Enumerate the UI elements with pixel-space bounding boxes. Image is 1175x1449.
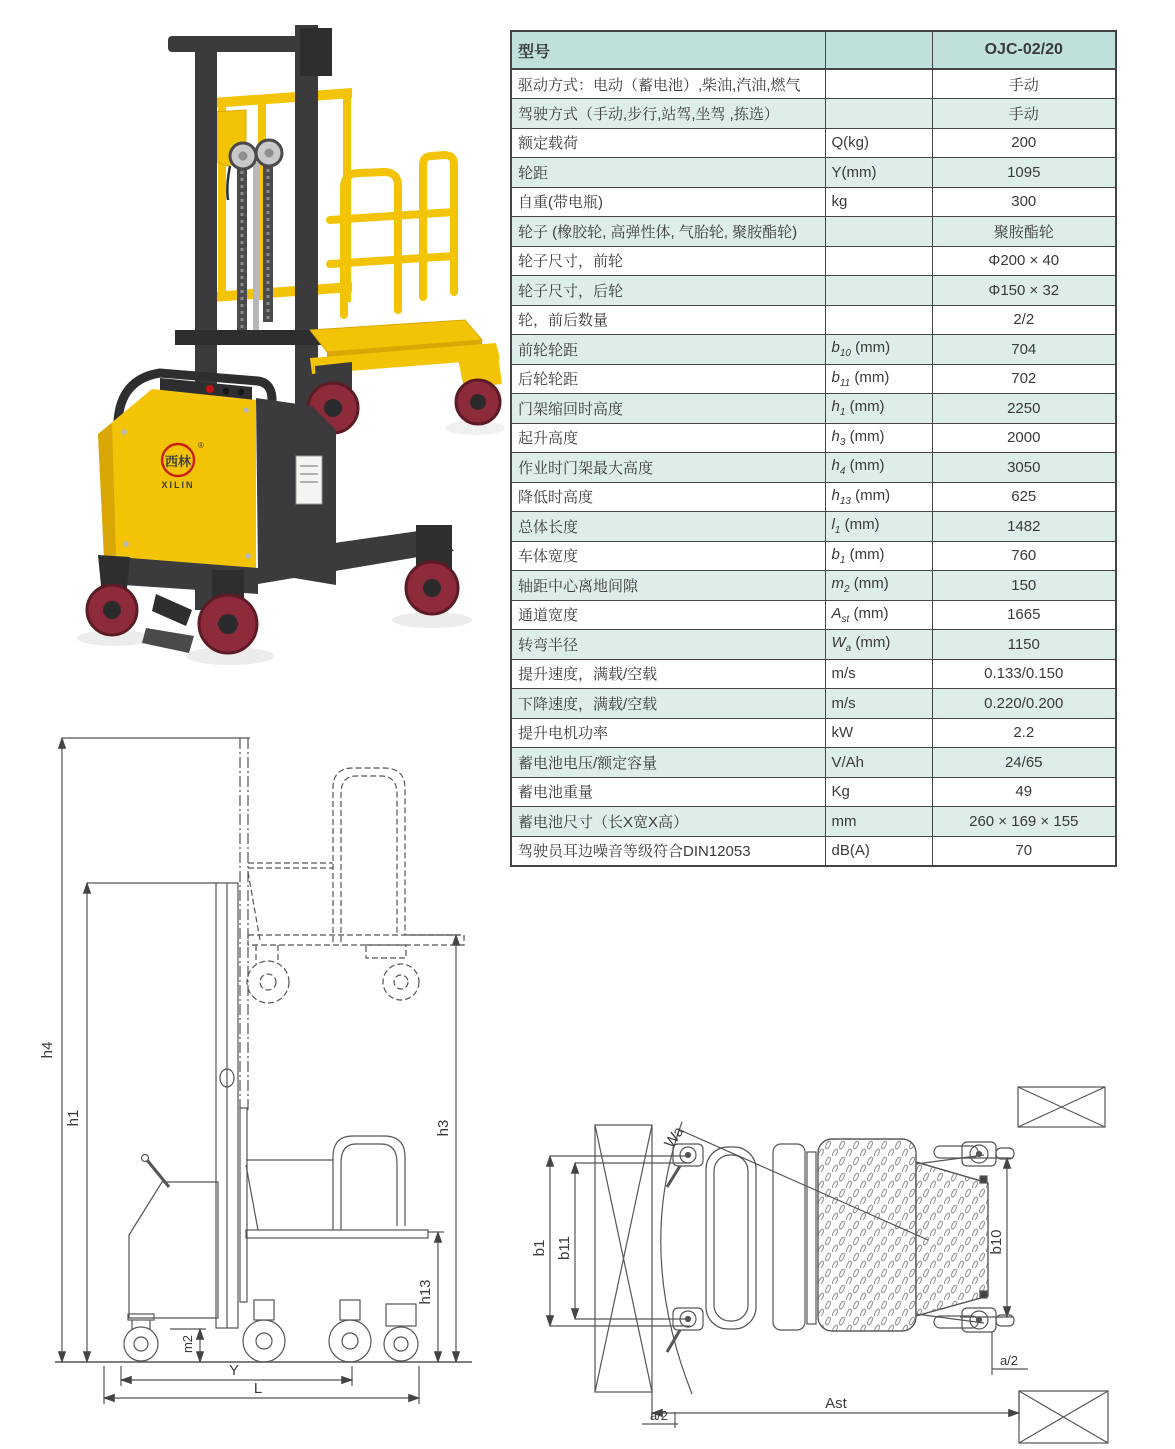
spec-row (511, 659, 1116, 689)
spec-row-value: 2/2 (932, 305, 1116, 335)
spec-row (511, 571, 1116, 601)
spec-row-value: 702 (932, 364, 1116, 394)
dim-h13: h13 (417, 1279, 434, 1305)
spec-row-label: 自重(带电瓶) (511, 187, 825, 217)
spec-row-label: 额定载荷 (511, 128, 825, 158)
spec-row-value: 260 × 169 × 155 (932, 807, 1116, 837)
spec-row (511, 246, 1116, 276)
spec-row-unit: mm (825, 807, 932, 837)
spec-row-unit (825, 69, 932, 99)
spec-table-body (511, 69, 1116, 866)
brake-pedal (142, 594, 194, 653)
chain-assembly (230, 140, 282, 334)
spec-row-unit: dB(A) (825, 836, 932, 866)
spec-row-label: 转弯半径 (511, 630, 825, 660)
spec-row (511, 305, 1116, 335)
spec-row (511, 394, 1116, 424)
side-view-drawing (20, 720, 500, 1444)
spec-row-unit: $b_{10}$ (mm) (825, 335, 932, 365)
dim-a2-right: a/2 (999, 1353, 1019, 1368)
spec-row-value: 1150 (932, 630, 1116, 660)
brand-logo-chinese: 西林 (164, 454, 192, 469)
product-photo-svg (60, 10, 510, 690)
spec-header-unit (825, 31, 932, 69)
spec-row-label: 后轮轮距 (511, 364, 825, 394)
spec-row-unit: Y(mm) (825, 158, 932, 188)
spec-row-value: 24/65 (932, 748, 1116, 778)
spec-row (511, 453, 1116, 483)
spec-row-value: 300 (932, 187, 1116, 217)
spec-row-unit: $h_1$ (mm) (825, 394, 932, 424)
dim-b11: b11 (556, 1236, 573, 1260)
spec-row-label: 前轮轮距 (511, 335, 825, 365)
spec-row-label: 通道宽度 (511, 600, 825, 630)
spec-row (511, 748, 1116, 778)
spec-row (511, 512, 1116, 542)
spec-row (511, 423, 1116, 453)
spec-row-label: 驾驶方式（手动,步行,站驾,坐驾 ,拣选） (511, 99, 825, 129)
spec-row-unit (825, 217, 932, 247)
spec-row-value: Φ150 × 32 (932, 276, 1116, 306)
top-view-svg (530, 1060, 1175, 1444)
spec-row-label: 车体宽度 (511, 541, 825, 571)
spec-row-unit: $l_1$ (mm) (825, 512, 932, 542)
spec-row-unit: Kg (825, 777, 932, 807)
load-box-top-right (1018, 1087, 1105, 1127)
spec-row-label: 起升高度 (511, 423, 825, 453)
spec-row-value: 1665 (932, 600, 1116, 630)
side-view-svg (20, 720, 500, 1444)
spec-row-label: 降低时高度 (511, 482, 825, 512)
spec-row-unit: m/s (825, 659, 932, 689)
spec-row (511, 836, 1116, 866)
spec-row-unit: m/s (825, 689, 932, 719)
spec-row (511, 364, 1116, 394)
spec-row-label: 作业时门架最大高度 (511, 453, 825, 483)
spec-row (511, 777, 1116, 807)
spec-row-unit: Q(kg) (825, 128, 932, 158)
spec-row-label: 轮子尺寸，后轮 (511, 276, 825, 306)
dim-l: L (253, 1380, 263, 1397)
spec-row (511, 187, 1116, 217)
spec-row-unit: $A_{st}$ (mm) (825, 600, 932, 630)
spec-row-unit: kW (825, 718, 932, 748)
spec-row-value: 2.2 (932, 718, 1116, 748)
spec-row-unit (825, 276, 932, 306)
spec-row-value: 70 (932, 836, 1116, 866)
spec-row-label: 轮距 (511, 158, 825, 188)
spec-row-value: 1482 (932, 512, 1116, 542)
spec-row-label: 轮子 (橡胶轮, 高弹性体, 气胎轮, 聚胺酯轮) (511, 217, 825, 247)
spec-row-value: 手动 (932, 99, 1116, 129)
spec-row (511, 600, 1116, 630)
spec-row-value: 150 (932, 571, 1116, 601)
dim-h4: h4 (39, 1041, 56, 1059)
spec-row-unit: $W_a$ (mm) (825, 630, 932, 660)
spec-row-value: 200 (932, 128, 1116, 158)
spec-header-row (511, 31, 1116, 69)
platform-deck (308, 320, 502, 433)
spec-row-value: 1095 (932, 158, 1116, 188)
brand-logo-latin: XILIN (161, 480, 195, 490)
dim-wa: Wa (661, 1123, 688, 1152)
spec-row-value: 49 (932, 777, 1116, 807)
spec-row (511, 158, 1116, 188)
spec-row-unit: $m_2$ (mm) (825, 571, 932, 601)
spec-row-value: 手动 (932, 69, 1116, 99)
spec-row-label: 门架缩回时高度 (511, 394, 825, 424)
spec-row-unit (825, 305, 932, 335)
spec-row-unit: kg (825, 187, 932, 217)
spec-row-value: 3050 (932, 453, 1116, 483)
dim-a2-left: a/2 (649, 1408, 669, 1423)
dim-ast: Ast (825, 1395, 847, 1412)
spec-row (511, 482, 1116, 512)
spec-row-value: 0.133/0.150 (932, 659, 1116, 689)
spec-row-unit: $b_{11}$ (mm) (825, 364, 932, 394)
dim-h1: h1 (65, 1109, 82, 1127)
spec-row-unit (825, 99, 932, 129)
spec-row (511, 630, 1116, 660)
raised-platform-ghost (247, 768, 464, 1003)
spec-row-unit (825, 246, 932, 276)
spec-row-label: 提升电机功率 (511, 718, 825, 748)
spec-row (511, 128, 1116, 158)
spec-row (511, 689, 1116, 719)
spec-row-label: 轮，前后数量 (511, 305, 825, 335)
spec-row-label: 轮子尺寸，前轮 (511, 246, 825, 276)
top-view-drawing (530, 1060, 1175, 1444)
spec-row (511, 69, 1116, 99)
spec-row-value: 704 (932, 335, 1116, 365)
dim-b10: b10 (988, 1229, 1005, 1255)
spec-row (511, 99, 1116, 129)
spec-row-unit: $b_1$ (mm) (825, 541, 932, 571)
spec-row-unit: $h_{13}$ (mm) (825, 482, 932, 512)
registered-mark: ® (198, 441, 204, 450)
spec-row-value: 2000 (932, 423, 1116, 453)
spec-row-label: 下降速度，满载/空载 (511, 689, 825, 719)
spec-row-label: 驱动方式：电动（蓄电池）,柴油,汽油,燃气 (511, 69, 825, 99)
spec-row-label: 驾驶员耳边噪音等级符合DIN12053 (511, 836, 825, 866)
dim-b1: b1 (531, 1239, 548, 1257)
spec-row-label: 蓄电池电压/额定容量 (511, 748, 825, 778)
load-box-left (595, 1125, 652, 1392)
spec-row-value: 625 (932, 482, 1116, 512)
lowered-machine (124, 1136, 428, 1362)
spec-row-label: 轴距中心离地间隙 (511, 571, 825, 601)
spec-row-label: 总体长度 (511, 512, 825, 542)
spec-row (511, 541, 1116, 571)
spec-row-label: 蓄电池重量 (511, 777, 825, 807)
spec-row (511, 217, 1116, 247)
spec-row (511, 807, 1116, 837)
load-box-bottom-right (1019, 1391, 1108, 1443)
spec-row-unit: $h_3$ (mm) (825, 423, 932, 453)
spec-header-model-label: 型号 (511, 31, 825, 69)
dim-h3: h3 (435, 1119, 452, 1137)
spec-row-value: 聚胺酯轮 (932, 217, 1116, 247)
dim-m2: m2 (180, 1334, 195, 1354)
spec-row-label: 提升速度，满载/空载 (511, 659, 825, 689)
spec-row-unit: $h_4$ (mm) (825, 453, 932, 483)
dim-y: Y (228, 1362, 240, 1379)
spec-row-unit: V/Ah (825, 748, 932, 778)
spec-row-value: 2250 (932, 394, 1116, 424)
spec-row-value: Φ200 × 40 (932, 246, 1116, 276)
spec-row-value: 0.220/0.200 (932, 689, 1116, 719)
machine-top-view (667, 1139, 1014, 1352)
spec-row (511, 718, 1116, 748)
spec-table (510, 30, 1117, 867)
spec-row (511, 335, 1116, 365)
product-photo (60, 10, 510, 690)
spec-row-label: 蓄电池尺寸（长X宽X高） (511, 807, 825, 837)
spec-row-value: 760 (932, 541, 1116, 571)
spec-header-model-value: OJC-02/20 (932, 31, 1116, 69)
spec-row (511, 276, 1116, 306)
